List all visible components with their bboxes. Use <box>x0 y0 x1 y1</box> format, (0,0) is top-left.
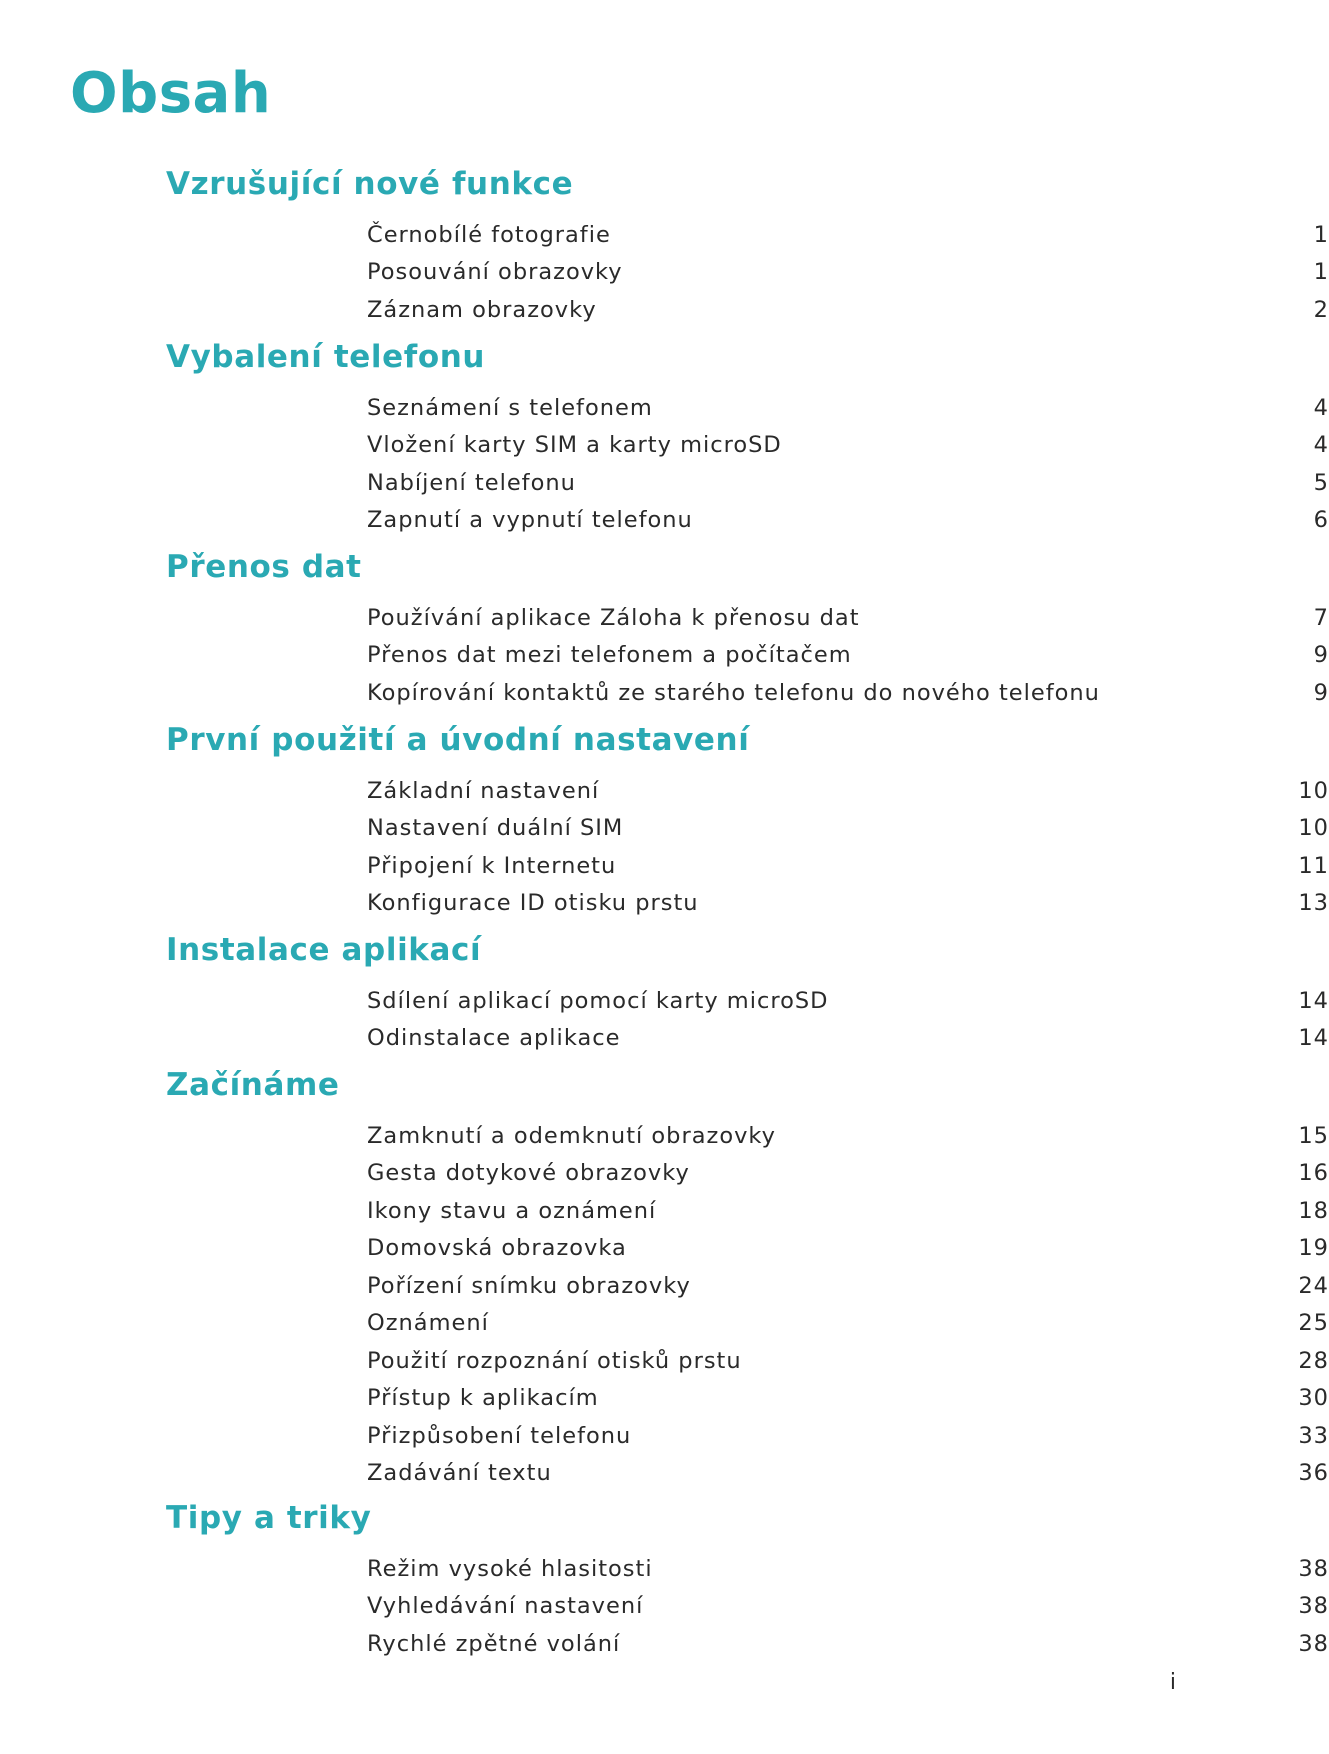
toc-entry-label: Pořízení snímku obrazovky <box>367 1272 691 1299</box>
toc-entry-page: 33 <box>1298 1422 1329 1449</box>
toc-entry[interactable] <box>367 464 1329 501</box>
toc-entry-label: Černobílé fotografie <box>367 221 611 248</box>
toc-entry[interactable] <box>367 291 1329 328</box>
toc-entry-label: Konfigurace ID otisku prstu <box>367 889 699 916</box>
toc-chapter <box>166 1498 1329 1657</box>
toc-entry[interactable] <box>367 1587 1329 1624</box>
toc-entry-label: Nastavení duální SIM <box>367 814 624 841</box>
toc-entry-page: 9 <box>1313 679 1329 706</box>
chapter-title[interactable]: Vzrušující nové funkce <box>166 166 574 202</box>
toc-entry-label: Domovská obrazovka <box>367 1234 627 1261</box>
toc-entry-page: 4 <box>1313 394 1329 421</box>
toc-chapter <box>166 337 1329 533</box>
toc-entry-page: 10 <box>1298 777 1329 804</box>
toc-entry[interactable] <box>367 253 1329 290</box>
toc-entry-page: 16 <box>1298 1159 1329 1186</box>
toc-entry[interactable] <box>367 1192 1329 1229</box>
toc-entry-page: 36 <box>1298 1459 1329 1486</box>
toc-entry-label: Přenos dat mezi telefonem a počítačem <box>367 641 852 668</box>
toc-entry-label: Přístup k aplikacím <box>367 1384 599 1411</box>
toc-entry-page: 6 <box>1313 506 1329 533</box>
toc-entry-page: 38 <box>1298 1592 1329 1619</box>
toc-entry[interactable] <box>367 1229 1329 1266</box>
toc-entry-page: 10 <box>1298 814 1329 841</box>
toc-entry[interactable] <box>367 674 1329 711</box>
toc-chapter <box>166 164 1329 323</box>
toc-entry[interactable] <box>367 1550 1329 1587</box>
toc-entry-page: 14 <box>1298 1024 1329 1051</box>
toc-entry[interactable] <box>367 772 1329 809</box>
toc-entry-label: Zapnutí a vypnutí telefonu <box>367 506 693 533</box>
toc-entry[interactable] <box>367 1379 1329 1416</box>
toc-entry-label: Režim vysoké hlasitosti <box>367 1555 653 1582</box>
toc-entry-page: 4 <box>1313 431 1329 458</box>
chapter-title[interactable]: Instalace aplikací <box>166 932 482 968</box>
toc-entry[interactable] <box>367 426 1329 463</box>
toc-entry[interactable] <box>367 809 1329 846</box>
toc-entry-label: Rychlé zpětné volání <box>367 1630 621 1657</box>
toc-entry-page: 15 <box>1298 1122 1329 1149</box>
toc-entry-page: 28 <box>1298 1347 1329 1374</box>
toc-entry-label: Používání aplikace Záloha k přenosu dat <box>367 604 860 631</box>
toc-chapter <box>166 720 1329 916</box>
page-title: Obsah <box>70 61 272 126</box>
toc-entry[interactable] <box>367 216 1329 253</box>
toc-entry[interactable] <box>367 1304 1329 1341</box>
toc-entry-label: Ikony stavu a oznámení <box>367 1197 657 1224</box>
toc-entry-label: Záznam obrazovky <box>367 296 597 323</box>
toc-entry-label: Použití rozpoznání otisků prstu <box>367 1347 742 1374</box>
toc-entry-label: Zamknutí a odemknutí obrazovky <box>367 1122 776 1149</box>
toc-entry-page: 25 <box>1298 1309 1329 1336</box>
toc-entry-label: Sdílení aplikací pomocí karty microSD <box>367 987 829 1014</box>
toc-chapter <box>166 1065 1329 1486</box>
toc-entry[interactable] <box>367 599 1329 636</box>
toc-entry-page: 38 <box>1298 1630 1329 1657</box>
toc-entry[interactable] <box>367 1454 1329 1491</box>
toc-entry-page: 1 <box>1313 221 1329 248</box>
toc-entry-page: 30 <box>1298 1384 1329 1411</box>
toc-entry-page: 24 <box>1298 1272 1329 1299</box>
toc-entry[interactable] <box>367 982 1329 1019</box>
toc-chapter <box>166 930 1329 1051</box>
toc-entry-page: 1 <box>1313 258 1329 285</box>
toc-entry-page: 9 <box>1313 641 1329 668</box>
chapter-title[interactable]: Tipy a triky <box>166 1500 372 1536</box>
toc-entry[interactable] <box>367 1625 1329 1662</box>
toc-entry[interactable] <box>367 847 1329 884</box>
toc-entry[interactable] <box>367 389 1329 426</box>
page-number: i <box>1169 1670 1176 1695</box>
toc-entry-label: Nabíjení telefonu <box>367 469 576 496</box>
toc-entry-page: 7 <box>1313 604 1329 631</box>
toc-entry[interactable] <box>367 1342 1329 1379</box>
toc-entry-label: Odinstalace aplikace <box>367 1024 621 1051</box>
toc-entry-page: 14 <box>1298 987 1329 1014</box>
toc-entry[interactable] <box>367 884 1329 921</box>
toc-entry-label: Zadávání textu <box>367 1459 552 1486</box>
toc-entry-page: 2 <box>1313 296 1329 323</box>
toc-entry[interactable] <box>367 1117 1329 1154</box>
toc-entry-page: 11 <box>1298 852 1329 879</box>
toc-entry-label: Kopírování kontaktů ze starého telefonu do nového telefonu <box>367 679 1100 706</box>
toc-entry-label: Přizpůsobení telefonu <box>367 1422 632 1449</box>
toc-entry-label: Oznámení <box>367 1309 489 1336</box>
chapter-title[interactable]: První použití a úvodní nastavení <box>166 722 750 758</box>
toc-entry[interactable] <box>367 1267 1329 1304</box>
toc-entry-label: Vložení karty SIM a karty microSD <box>367 431 782 458</box>
toc-entry-label: Posouvání obrazovky <box>367 258 623 285</box>
toc-entry-label: Připojení k Internetu <box>367 852 617 879</box>
toc-entry[interactable] <box>367 501 1329 538</box>
toc-entry-label: Seznámení s telefonem <box>367 394 653 421</box>
toc-entry-page: 13 <box>1298 889 1329 916</box>
toc-entry-page: 19 <box>1298 1234 1329 1261</box>
toc-entry-label: Vyhledávání nastavení <box>367 1592 644 1619</box>
chapter-title[interactable]: Začínáme <box>166 1067 340 1103</box>
toc-chapter <box>166 547 1329 706</box>
toc-entry[interactable] <box>367 1417 1329 1454</box>
toc-entry-page: 18 <box>1298 1197 1329 1224</box>
toc-entry-page: 5 <box>1313 469 1329 496</box>
toc-entry[interactable] <box>367 636 1329 673</box>
chapter-title[interactable]: Přenos dat <box>166 549 362 585</box>
toc-entry-label: Gesta dotykové obrazovky <box>367 1159 690 1186</box>
toc-entry[interactable] <box>367 1154 1329 1191</box>
chapter-title[interactable]: Vybalení telefonu <box>166 339 486 375</box>
toc-entry-page: 38 <box>1298 1555 1329 1582</box>
toc-entry[interactable] <box>367 1019 1329 1056</box>
toc-entry-label: Základní nastavení <box>367 777 600 804</box>
